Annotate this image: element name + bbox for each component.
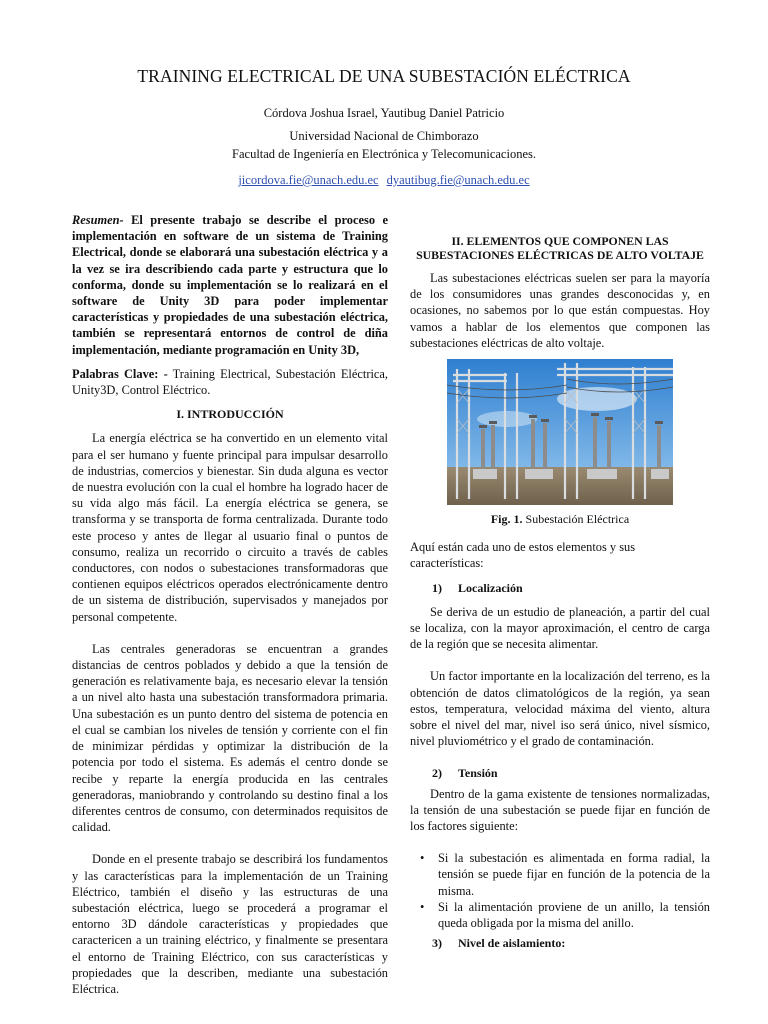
subsection-title-2: Tensión — [458, 766, 498, 781]
tension-paragraph: Dentro de la gama existente de tensiones normalizadas, la tensión de una subestación se puede fijar en función de los factores siguiente: — [410, 786, 710, 834]
right-column — [410, 234, 710, 951]
author-emails — [0, 173, 768, 188]
left-column — [72, 212, 388, 997]
university-name: Universidad Nacional de Chimborazo — [289, 129, 479, 143]
section-heading-introduccion: I. INTRODUCCIÓN — [176, 407, 284, 422]
keywords — [72, 366, 388, 398]
bullet-text-2: Si la alimentación proviene de un anillo, la tensión queda obligada por la misma del anillo. — [438, 899, 710, 931]
keywords-label: Palabras Clave: - — [72, 366, 168, 381]
subsection-tension — [410, 765, 710, 781]
subsection-title-1: Localización — [458, 580, 523, 595]
bullet-icon: • — [420, 899, 425, 914]
intro-paragraph-2: Las centrales generadoras se encuentran a grandes distancias de centros poblados y debido a que la tensión de generación es relativamente baja, es necesario elevar la tensión a un nivel alto hasta una subestación transformadora primaria. Una subestación es un punto dentro del sistema de potencia en el cual se cambian los niveles de tensión y corriente con el fin de minimizar pérdidas y optimizar la distribución de la potencia por todo el sistema. Es además el centro donde se recibe y reparte la energía producida en las centrales generadoras, maniobrando y controlando su destino final a los diferentes centros de consumo, con determinados requisitos de calidad. — [72, 641, 388, 835]
keywords-text: Training Electrical, Subestación Eléctrica, Unity3D, Control Eléctrico. — [72, 366, 388, 398]
subsection-localizacion — [410, 580, 710, 596]
abstract — [72, 212, 388, 358]
list-item — [410, 850, 710, 899]
localizacion-paragraph-2: Un factor importante en la localización del terreno, es la obtención de datos climatológicos de la región, ya sean estos, temperatura, velocidad máxima del viento, altura sobre el nivel del mar, nivel iso será único, nivel sísmico, nivel pluviométrico y el grado de contaminación. — [410, 669, 710, 749]
figure-caption-text: Subestación Eléctrica — [522, 512, 630, 527]
email-link-1[interactable]: jicordova.fie@unach.edu.ec — [238, 173, 379, 187]
intro-paragraph-3: Donde en el presente trabajo se describirá los fundamentos y las características para la implementación de un Training Eléctrico, también el diseño y las estructuras de una subestación eléctrica, luego se procederá a programar el entorno 3D dándole características y propiedades que caractericen a un training eléctrico, y finalmente se presentara el entorno de Training Eléctrico, con sus características y propiedades que la describen, mediante una subestación Eléctrica. — [72, 852, 388, 996]
paper-title: TRAINING ELECTRICAL DE UNA SUBESTACIÓN ELÉCTRICA — [137, 66, 631, 86]
figure-label: Fig. 1. — [490, 512, 523, 527]
subsection-number-3: 3) — [432, 936, 442, 951]
subsection-nivel-aislamiento — [410, 935, 710, 951]
subsection-title-3: Nivel de aislamiento: — [458, 936, 566, 951]
localizacion-paragraph-1: Se deriva de un estudio de planeación, a partir del cual se localiza, con la mayor aproximación, el centro de carga de la región que se necesita alimentar. — [410, 604, 710, 652]
section-heading-elementos: II. ELEMENTOS QUE COMPONEN LAS SUBESTACIONES ELÉCTRICAS DE ALTO VOLTAJE — [416, 234, 704, 262]
intro-paragraph-1: La energía eléctrica se ha convertido en un elemento vital para el ser humano y fuente principal para impulsar desarrollo de industrias, comercios y bienestar. Sin duda alguna es vector de nuestra evolución con la cual el hombre ha logrado hacer de su vida algo más fácil. La energía eléctrica se genera, se transforma y se transporta de forma centralizada. Durante todo este proceso y antes de llegar al usuario final o puntos de consumo, realiza un recorrido o circuito a través de cables conductores, con nodos o subestaciones transformadoras que contienen equipos eléctricos operados electrónicamente dentro de un sistema de distribución, supervisados y manejados por personal competente. — [72, 431, 388, 624]
abstract-text: El presente trabajo se describe el proceso e implementación en software de un sistema de Training Electrical, donde se elaborará una subestación eléctrica y a la vez se ira describiendo cada parte y estructura que lo conforma, donde su implementación se lo realizará en el software de Unity 3D para poder implementar características y propiedades de una subestación eléctrica, también se representará entornos de control de diña implementación, mediante programación en Unity 3D, — [72, 213, 388, 357]
subsection-number-2: 2) — [432, 766, 442, 781]
paper-authors: Córdova Joshua Israel, Yautibug Daniel Patricio — [263, 106, 505, 120]
bullet-icon: • — [420, 851, 425, 866]
bullet-text-1: Si la subestación es alimentada en forma radial, la tensión se puede fijar en función de la potencia de la misma. — [438, 851, 710, 898]
email-link-2[interactable]: dyautibug.fie@unach.edu.ec — [386, 173, 530, 187]
list-item — [410, 899, 710, 931]
substation-photo — [447, 359, 673, 505]
elements-paragraph-1: Las subestaciones eléctricas suelen ser para la mayoría de los consumidores unas grandes desconocidas y, en ocasiones, no sabemos por lo que están compuestas. Hoy vamos a hablar de los elementos que componen las subestaciones eléctricas de alto voltaje. — [410, 271, 710, 350]
affiliation — [0, 127, 768, 163]
substation-illustration — [447, 359, 673, 505]
subsection-number-1: 1) — [432, 580, 442, 595]
abstract-label: Resumen- — [72, 213, 124, 227]
faculty-name: Facultad de Ingeniería en Electrónica y Telecomunicaciones. — [232, 147, 536, 161]
figure-caption — [410, 511, 710, 527]
tension-bullet-list — [410, 850, 710, 931]
elements-paragraph-2: Aquí están cada uno de estos elementos y sus características: — [410, 540, 636, 571]
